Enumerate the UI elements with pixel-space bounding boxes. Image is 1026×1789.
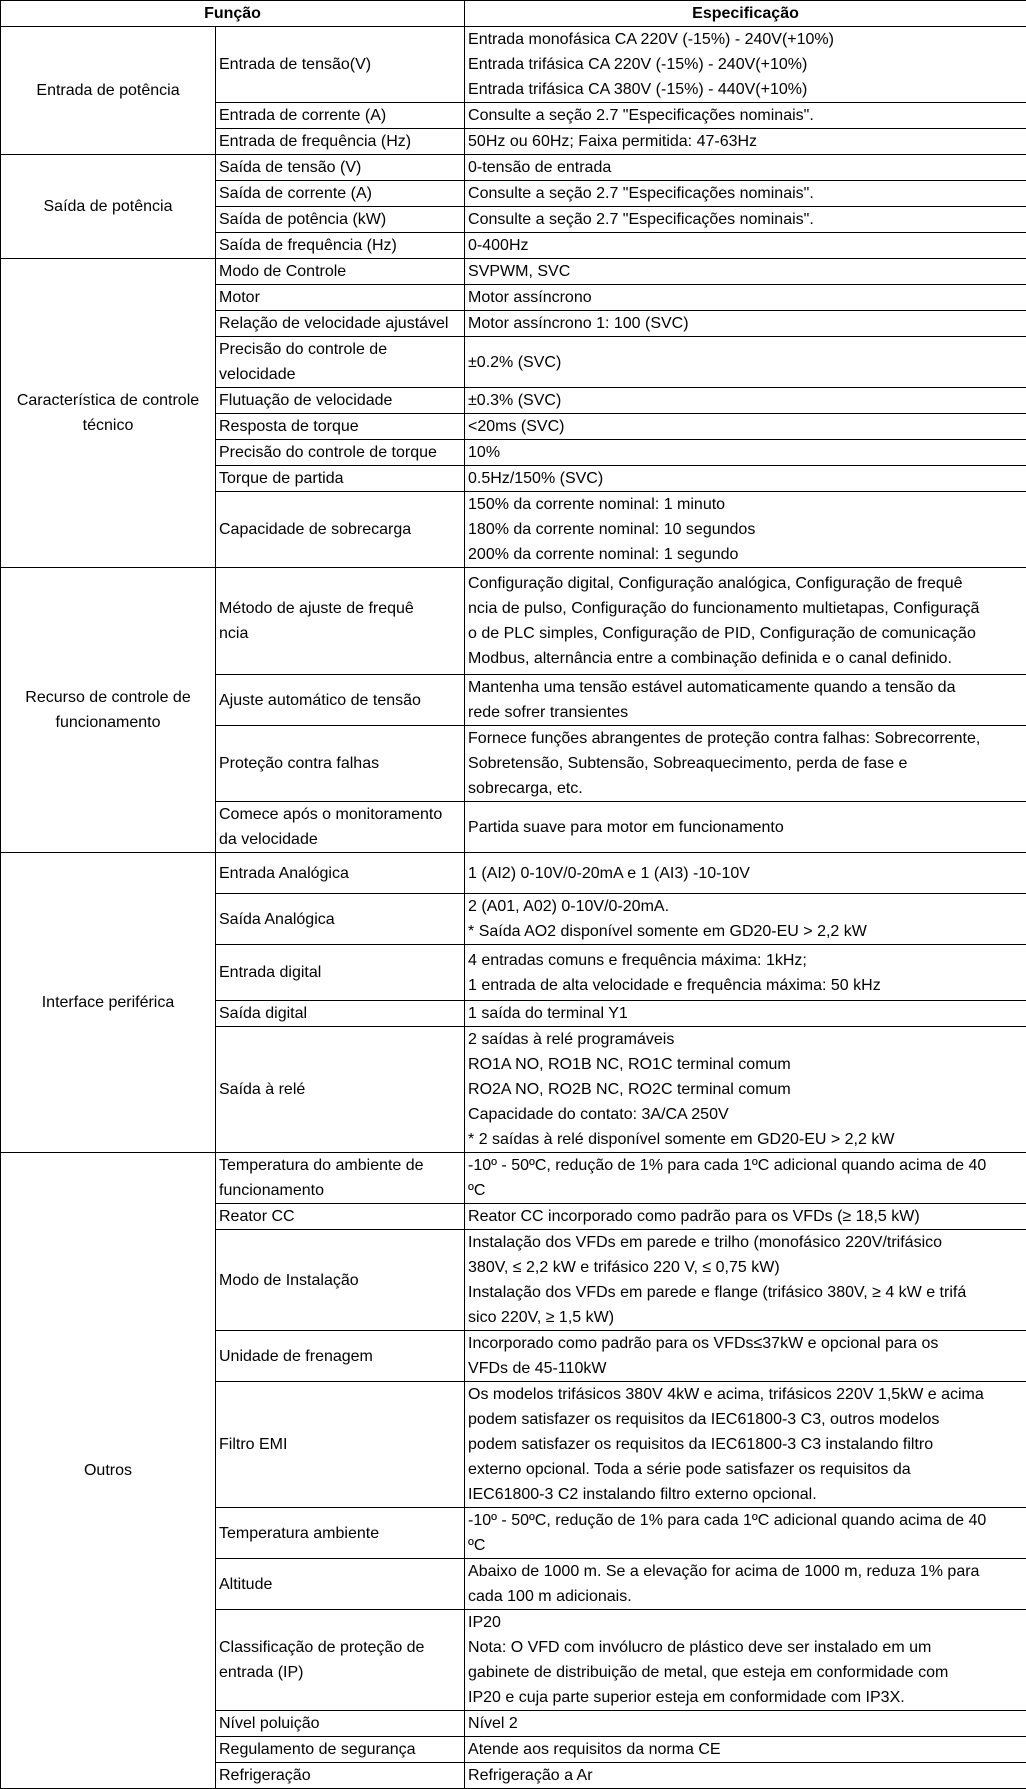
specification-cell — [465, 1331, 1026, 1382]
text-line: Consulte a seção 2.7 "Especificações nominais". — [468, 207, 1023, 232]
specification-cell — [465, 1204, 1026, 1230]
function-cell — [216, 1610, 465, 1711]
function-cell: Refrigeração — [216, 1763, 465, 1789]
table-row — [1, 568, 1026, 675]
text-line: 200% da corrente nominal: 1 segundo — [468, 542, 1023, 567]
table-row — [1, 853, 1026, 894]
text-line: 0-tensão de entrada — [468, 155, 1023, 180]
text-line: Instalação dos VFDs em parede e flange (trifásico 380V, ≥ 4 kW e trifá — [468, 1280, 1023, 1305]
function-cell — [216, 802, 465, 853]
text-line: 1 (AI2) 0-10V/0-20mA e 1 (AI3) -10-10V — [468, 861, 1023, 886]
text-line: Característica de controle — [4, 388, 212, 413]
text-line: 0.5Hz/150% (SVC) — [468, 466, 1023, 491]
text-line: Modbus, alternância entre a combinação definida e o canal definido. — [468, 646, 1023, 671]
text-line: 4 entradas comuns e frequência máxima: 1kHz; — [468, 948, 1023, 973]
text-line: podem satisfazer os requisitos da IEC61800-3 C3, outros modelos — [468, 1407, 1023, 1432]
function-cell: Modo de Instalação — [216, 1230, 465, 1331]
text-line: ±0.3% (SVC) — [468, 388, 1023, 413]
text-line: Recurso de controle de — [4, 685, 212, 710]
function-cell: Saída de frequência (Hz) — [216, 233, 465, 259]
text-line: Comece após o monitoramento — [219, 802, 461, 827]
specification-cell — [465, 1711, 1026, 1737]
text-line: IP20 — [468, 1610, 1023, 1635]
header-row — [1, 1, 1026, 27]
text-line: IEC61800-3 C2 instalando filtro externo opcional. — [468, 1482, 1023, 1507]
category-cell: Interface periférica — [1, 853, 216, 1153]
text-line: gabinete de distribuição de metal, que esteja em conformidade com — [468, 1660, 1023, 1685]
text-line: * 2 saídas à relé disponível somente em GD20-EU > 2,2 kW — [468, 1127, 1023, 1152]
text-line: Entrada monofásica CA 220V (-15%) - 240V(+10%) — [468, 27, 1023, 52]
specification-cell — [465, 181, 1026, 207]
text-line: Precisão do controle de — [219, 337, 461, 362]
text-line: Atende aos requisitos da norma CE — [468, 1737, 1023, 1762]
text-line: Instalação dos VFDs em parede e trilho (monofásico 220V/trifásico — [468, 1230, 1023, 1255]
specification-cell — [465, 155, 1026, 181]
function-cell: Capacidade de sobrecarga — [216, 492, 465, 568]
function-cell: Resposta de torque — [216, 414, 465, 440]
text-line: ±0.2% (SVC) — [468, 350, 1023, 375]
function-cell: Entrada de tensão(V) — [216, 27, 465, 103]
text-line: ºC — [468, 1178, 1023, 1203]
function-cell: Motor — [216, 285, 465, 311]
function-cell: Ajuste automático de tensão — [216, 675, 465, 726]
function-cell — [216, 1153, 465, 1204]
text-line: 1 saída do terminal Y1 — [468, 1001, 1023, 1026]
text-line: Entrada trifásica CA 380V (-15%) - 440V(+10%) — [468, 77, 1023, 102]
header-function: Função — [1, 1, 465, 27]
text-line: -10º - 50ºC, redução de 1% para cada 1ºC adicional quando acima de 40 — [468, 1153, 1023, 1178]
text-line: Entrada trifásica CA 220V (-15%) - 240V(+10%) — [468, 52, 1023, 77]
text-line: 150% da corrente nominal: 1 minuto — [468, 492, 1023, 517]
text-line: sico 220V, ≥ 1,5 kW) — [468, 1305, 1023, 1330]
text-line: RO1A NO, RO1B NC, RO1C terminal comum — [468, 1052, 1023, 1077]
specification-cell — [465, 568, 1026, 675]
text-line: 380V, ≤ 2,2 kW e trifásico 220 V, ≤ 0,75 kW) — [468, 1255, 1023, 1280]
header-specification: Especificação — [465, 1, 1026, 27]
specification-cell — [465, 853, 1026, 894]
function-cell: Entrada Analógica — [216, 853, 465, 894]
function-cell: Entrada de corrente (A) — [216, 103, 465, 129]
text-line: Partida suave para motor em funcionamento — [468, 815, 1023, 840]
text-line: -10º - 50ºC, redução de 1% para cada 1ºC adicional quando acima de 40 — [468, 1508, 1023, 1533]
text-line: 10% — [468, 440, 1023, 465]
text-line: ncia — [219, 621, 461, 646]
text-line: 1 entrada de alta velocidade e frequência máxima: 50 kHz — [468, 973, 1023, 998]
function-cell: Filtro EMI — [216, 1382, 465, 1508]
function-cell: Entrada de frequência (Hz) — [216, 129, 465, 155]
function-cell: Precisão do controle de torque — [216, 440, 465, 466]
table-row — [1, 1153, 1026, 1204]
function-cell: Nível poluição — [216, 1711, 465, 1737]
function-cell: Temperatura ambiente — [216, 1508, 465, 1559]
text-line: Temperatura do ambiente de — [219, 1153, 461, 1178]
text-line: cada 100 m adicionais. — [468, 1584, 1023, 1609]
text-line: Capacidade do contato: 3A/CA 250V — [468, 1102, 1023, 1127]
text-line: da velocidade — [219, 827, 461, 852]
text-line: VFDs de 45-110kW — [468, 1356, 1023, 1381]
function-cell: Torque de partida — [216, 466, 465, 492]
text-line: SVPWM, SVC — [468, 259, 1023, 284]
text-line: funcionamento — [219, 1178, 461, 1203]
text-line: * Saída AO2 disponível somente em GD20-EU > 2,2 kW — [468, 919, 1023, 944]
specification-cell — [465, 414, 1026, 440]
category-cell: Saída de potência — [1, 155, 216, 259]
specification-cell — [465, 894, 1026, 945]
specification-cell — [465, 1737, 1026, 1763]
function-cell: Saída Analógica — [216, 894, 465, 945]
specification-cell — [465, 1559, 1026, 1610]
specification-cell — [465, 466, 1026, 492]
text-line: externo opcional. Toda a série pode satisfazer os requisitos da — [468, 1457, 1023, 1482]
text-line: ncia de pulso, Configuração do funcionamento multietapas, Configuraçã — [468, 596, 1023, 621]
table-row — [1, 259, 1026, 285]
text-line: Incorporado como padrão para os VFDs≤37kW e opcional para os — [468, 1331, 1023, 1356]
specification-cell — [465, 675, 1026, 726]
category-cell: Outros — [1, 1153, 216, 1789]
function-cell: Modo de Controle — [216, 259, 465, 285]
text-line: técnico — [4, 413, 212, 438]
text-line: 50Hz ou 60Hz; Faixa permitida: 47-63Hz — [468, 129, 1023, 154]
function-cell: Saída de corrente (A) — [216, 181, 465, 207]
function-cell: Altitude — [216, 1559, 465, 1610]
specification-cell — [465, 1610, 1026, 1711]
function-cell: Regulamento de segurança — [216, 1737, 465, 1763]
specification-cell — [465, 1001, 1026, 1027]
specification-cell — [465, 207, 1026, 233]
function-cell — [216, 337, 465, 388]
specification-cell — [465, 1230, 1026, 1331]
function-cell: Flutuação de velocidade — [216, 388, 465, 414]
specification-cell — [465, 945, 1026, 1001]
text-line: Nota: O VFD com invólucro de plástico deve ser instalado em um — [468, 1635, 1023, 1660]
function-cell: Saída à relé — [216, 1027, 465, 1153]
text-line: Abaixo de 1000 m. Se a elevação for acima de 1000 m, reduza 1% para — [468, 1559, 1023, 1584]
specification-cell — [465, 337, 1026, 388]
text-line: funcionamento — [4, 710, 212, 735]
text-line: Motor assíncrono — [468, 285, 1023, 310]
text-line: entrada (IP) — [219, 1660, 461, 1685]
text-line: Nível 2 — [468, 1711, 1023, 1736]
specification-cell — [465, 1153, 1026, 1204]
specification-cell — [465, 388, 1026, 414]
text-line: ºC — [468, 1533, 1023, 1558]
specification-cell — [465, 1382, 1026, 1508]
specification-cell — [465, 440, 1026, 466]
text-line: Fornece funções abrangentes de proteção contra falhas: Sobrecorrente, — [468, 726, 1023, 751]
function-cell: Relação de velocidade ajustável — [216, 311, 465, 337]
text-line: 2 (A01, A02) 0-10V/0-20mA. — [468, 894, 1023, 919]
table-row — [1, 155, 1026, 181]
text-line: 180% da corrente nominal: 10 segundos — [468, 517, 1023, 542]
text-line: 0-400Hz — [468, 233, 1023, 258]
specification-cell — [465, 129, 1026, 155]
specification-cell — [465, 1027, 1026, 1153]
text-line: Consulte a seção 2.7 "Especificações nominais". — [468, 103, 1023, 128]
text-line: Consulte a seção 2.7 "Especificações nominais". — [468, 181, 1023, 206]
text-line: o de PLC simples, Configuração de PID, Configuração de comunicação — [468, 621, 1023, 646]
text-line: velocidade — [219, 362, 461, 387]
specification-cell — [465, 492, 1026, 568]
text-line: Método de ajuste de frequê — [219, 596, 461, 621]
specification-cell — [465, 1508, 1026, 1559]
text-line: RO2A NO, RO2B NC, RO2C terminal comum — [468, 1077, 1023, 1102]
function-cell: Proteção contra falhas — [216, 726, 465, 802]
function-cell — [216, 568, 465, 675]
category-cell — [1, 259, 216, 568]
specification-cell — [465, 311, 1026, 337]
text-line: Reator CC incorporado como padrão para os VFDs (≥ 18,5 kW) — [468, 1204, 1023, 1229]
function-cell: Unidade de frenagem — [216, 1331, 465, 1382]
function-cell: Saída de potência (kW) — [216, 207, 465, 233]
specification-cell — [465, 726, 1026, 802]
text-line: podem satisfazer os requisitos da IEC61800-3 C3 instalando filtro — [468, 1432, 1023, 1457]
specification-cell — [465, 233, 1026, 259]
specification-cell — [465, 27, 1026, 103]
text-line: Sobretensão, Subtensão, Sobreaquecimento, perda de fase e — [468, 751, 1023, 776]
function-cell: Saída digital — [216, 1001, 465, 1027]
text-line: Classificação de proteção de — [219, 1635, 461, 1660]
function-cell: Entrada digital — [216, 945, 465, 1001]
specification-cell — [465, 285, 1026, 311]
text-line: sobrecarga, etc. — [468, 776, 1023, 801]
specification-cell — [465, 259, 1026, 285]
table-row — [1, 27, 1026, 103]
text-line: Configuração digital, Configuração analógica, Configuração de frequê — [468, 571, 1023, 596]
function-cell: Saída de tensão (V) — [216, 155, 465, 181]
text-line: <20ms (SVC) — [468, 414, 1023, 439]
text-line: Motor assíncrono 1: 100 (SVC) — [468, 311, 1023, 336]
function-cell: Reator CC — [216, 1204, 465, 1230]
specification-cell — [465, 802, 1026, 853]
text-line: Refrigeração a Ar — [468, 1763, 1023, 1788]
specification-cell — [465, 103, 1026, 129]
text-line: Os modelos trifásicos 380V 4kW e acima, trifásicos 220V 1,5kW e acima — [468, 1382, 1023, 1407]
specification-cell — [465, 1763, 1026, 1789]
category-cell — [1, 568, 216, 853]
text-line: 2 saídas à relé programáveis — [468, 1027, 1023, 1052]
text-line: IP20 e cuja parte superior esteja em conformidade com IP3X. — [468, 1685, 1023, 1710]
category-cell: Entrada de potência — [1, 27, 216, 155]
text-line: rede sofrer transientes — [468, 700, 1023, 725]
text-line: Mantenha uma tensão estável automaticamente quando a tensão da — [468, 675, 1023, 700]
